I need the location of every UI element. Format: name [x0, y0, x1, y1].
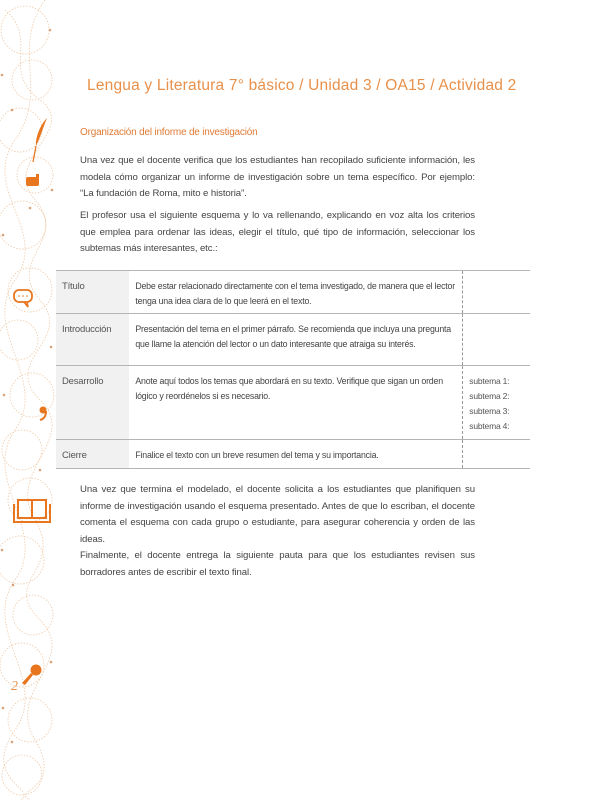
- row-label: Cierre: [56, 440, 129, 469]
- subtopic-3: subtema 3:: [469, 406, 510, 416]
- ink-bottle-icon: [26, 174, 39, 186]
- intro-paragraph: Una vez que el docente verifica que los estudiantes han recopilado suficiente información, les modela cómo organizar un informe de investigación sobre un tema específico. Por ejemplo: “La fundación de Roma, mito e historia”.: [80, 155, 475, 199]
- after-table-paragraph: Una vez que termina el modelado, el docente solicita a los estudiantes que planifiquen su informe de investigación usando el esquema presentado. Antes de que lo escriban, el docente comenta el esquema con cada grupo o estudiante, para asegurar coherencia y orden de las ideas.: [80, 484, 475, 545]
- table-row: [56, 440, 530, 469]
- subtopic-2: subtema 2:: [469, 391, 510, 401]
- row-notes: [463, 271, 530, 314]
- explanation-paragraph: El profesor usa el siguiente esquema y lo va rellenando, explicando en voz alta los criterios que emplea para ordenar las ideas, elegir el título, qué tipo de información, seleccionar los subtemas más interesantes, etc.:: [80, 210, 475, 254]
- row-description: Presentación del tema en el primer párrafo. Se recomienda que incluya una pregunta que llame la atención del lector o un dato interesante que atraiga su interés.: [129, 314, 462, 366]
- row-description: Debe estar relacionado directamente con el tema investigado, de manera que el lector tenga una idea clara de lo que leerá en el texto.: [129, 271, 462, 314]
- row-label: Desarrollo: [56, 366, 129, 440]
- final-paragraph: Finalmente, el docente entrega la siguiente pauta para que los estudiantes revisen sus borradores antes de escribir el texto final.: [80, 550, 475, 578]
- subtopics-list: [463, 366, 530, 440]
- row-notes: [463, 440, 530, 469]
- row-label: Introducción: [56, 314, 129, 366]
- section-subtitle: Organización del informe de investigación: [80, 127, 258, 138]
- page-number: 2: [11, 679, 18, 694]
- speech-bubble-icon: [14, 290, 32, 307]
- microphone-icon: [22, 665, 42, 686]
- comma-icon: [40, 407, 47, 421]
- page-title: Lengua y Literatura 7° básico / Unidad 3 / OA15 / Actividad 2: [87, 77, 517, 94]
- table-row: [56, 366, 530, 440]
- row-description: Anote aquí todos los temas que abordará en su texto. Verifique que sigan un orden lógico y reordénelos si es necesario.: [129, 366, 462, 440]
- table-row: [56, 271, 530, 314]
- report-scheme-table: [56, 270, 530, 469]
- open-book-icon: [14, 500, 50, 522]
- row-label: Título: [56, 271, 129, 314]
- subtopic-1: subtema 1:: [469, 376, 510, 386]
- row-notes: [463, 314, 530, 366]
- table-row: [56, 314, 530, 366]
- subtopic-4: subtema 4:: [469, 421, 510, 431]
- row-description: Finalice el texto con un breve resumen del tema y su importancia.: [129, 440, 462, 469]
